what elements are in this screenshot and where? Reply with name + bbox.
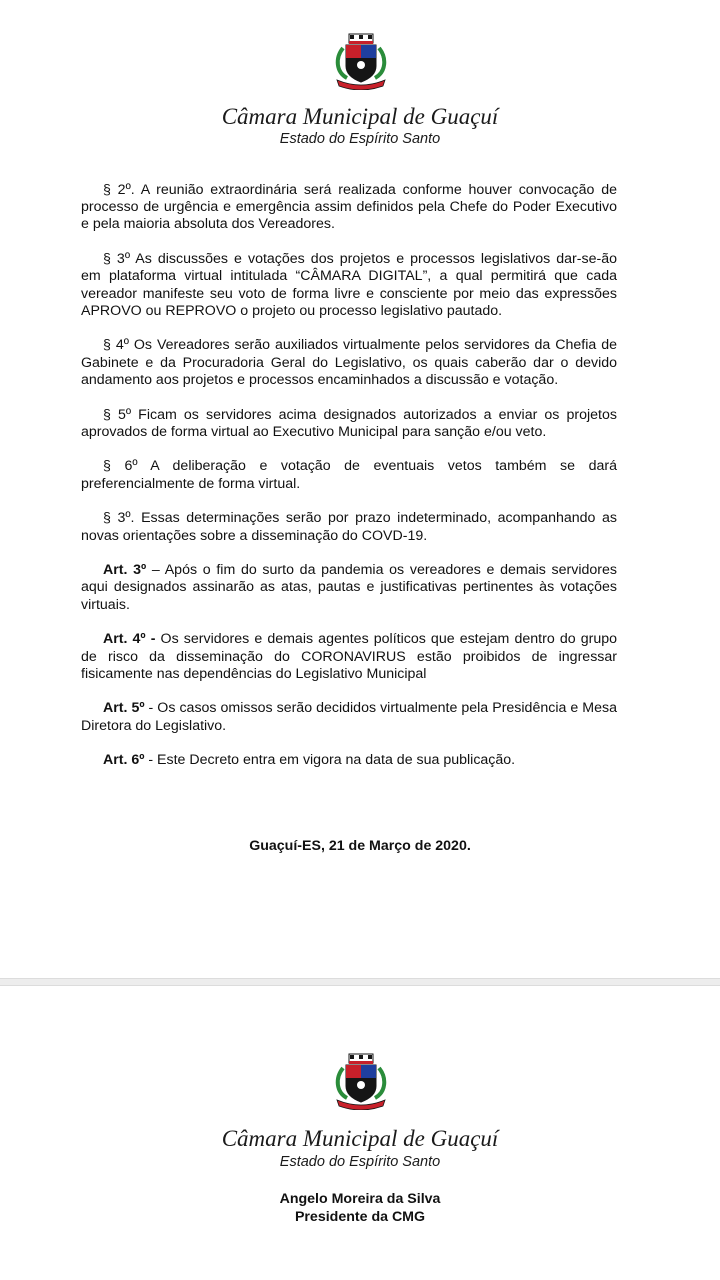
date-line: Guaçuí-ES, 21 de Março de 2020. (249, 838, 471, 854)
article-6 (81, 752, 617, 769)
chamber-name-heading: Câmara Municipal de Guaçuí (221, 1126, 499, 1151)
paragraph-text: § 5º Ficam os servidores acima designados autorizados a enviar os projetos aprovados de forma virtual ao Executivo Municipal para sanção e/ou veto. (81, 406, 617, 440)
paragraph-2 (81, 182, 617, 234)
article-label: Art. 3º (103, 562, 147, 579)
decree-body (81, 182, 617, 787)
municipal-crest-icon (331, 1052, 391, 1110)
article-text: - Os casos omissos serão decididos virtualmente pela Presidência e Mesa Diretora do Legislativo. (81, 700, 617, 734)
paragraph-text: § 3º As discussões e votações dos projetos e processos legislativos dar-se-ão em plataforma virtual intitulada “CÂMARA DIGITAL”, a qual permitirá que cada vereador manifeste seu voto de forma livre e consciente por meio das expressões APROVO ou REPROVO o projeto ou processo legislativo pautado. (81, 251, 617, 319)
state-name-subheading: Estado do Espírito Santo (279, 131, 441, 147)
signatory-name: Angelo Moreira da Silva (279, 1191, 441, 1207)
paragraph-text: § 3º. Essas determinações serão por prazo indeterminado, acompanhando as novas orientações sobre a disseminação do COVD-19. (81, 510, 617, 544)
article-text: – Após o fim do surto da pandemia os vereadores e demais servidores aqui designados assinarão as atas, pautas e justificativas pertinentes às votações virtuais. (81, 562, 617, 613)
paragraph-5 (81, 407, 617, 441)
paragraph-6 (81, 458, 617, 492)
article-4 (81, 631, 617, 683)
article-3 (81, 562, 617, 614)
paragraph-text: § 2º. A reunião extraordinária será realizada conforme houver convocação de processo de urgência e emergência assim definidos pela Chefe do Poder Executivo e pela maioria absoluta dos Vereadores. (81, 182, 617, 233)
paragraph-4 (81, 337, 617, 389)
article-label: Art. 6º (103, 752, 145, 769)
article-text: Os servidores e demais agentes políticos que estejam dentro do grupo de risco da disseminação do CORONAVIRUS estão proibidos de ingressar fisicamente nas dependências do Legislativo Municipal (81, 631, 617, 682)
signatory-role: Presidente da CMG (294, 1209, 426, 1225)
signature-block (0, 1190, 720, 1226)
paragraph-text: § 4º Os Vereadores serão auxiliados virtualmente pelos servidores da Chefia de Gabinete e da Procuradoria Geral do Legislativo, os quais caberão dar o devido andamento aos projetos e processos encaminhados a discussão e votação. (81, 337, 617, 388)
paragraph-text: § 6º A deliberação e votação de eventuais vetos também se dará preferencialmente de forma virtual. (81, 458, 617, 492)
article-5 (81, 700, 617, 734)
municipal-crest-icon (331, 32, 391, 90)
paragraph-3b (81, 510, 617, 544)
article-text: - Este Decreto entra em vigora na data de sua publicação. (144, 752, 516, 769)
page-separator (0, 978, 720, 986)
paragraph-3 (81, 251, 617, 320)
chamber-name-heading: Câmara Municipal de Guaçuí (221, 104, 499, 129)
state-name-subheading: Estado do Espírito Santo (279, 1154, 441, 1170)
article-label: Art. 4º - (103, 631, 156, 648)
article-label: Art. 5º (103, 700, 145, 717)
